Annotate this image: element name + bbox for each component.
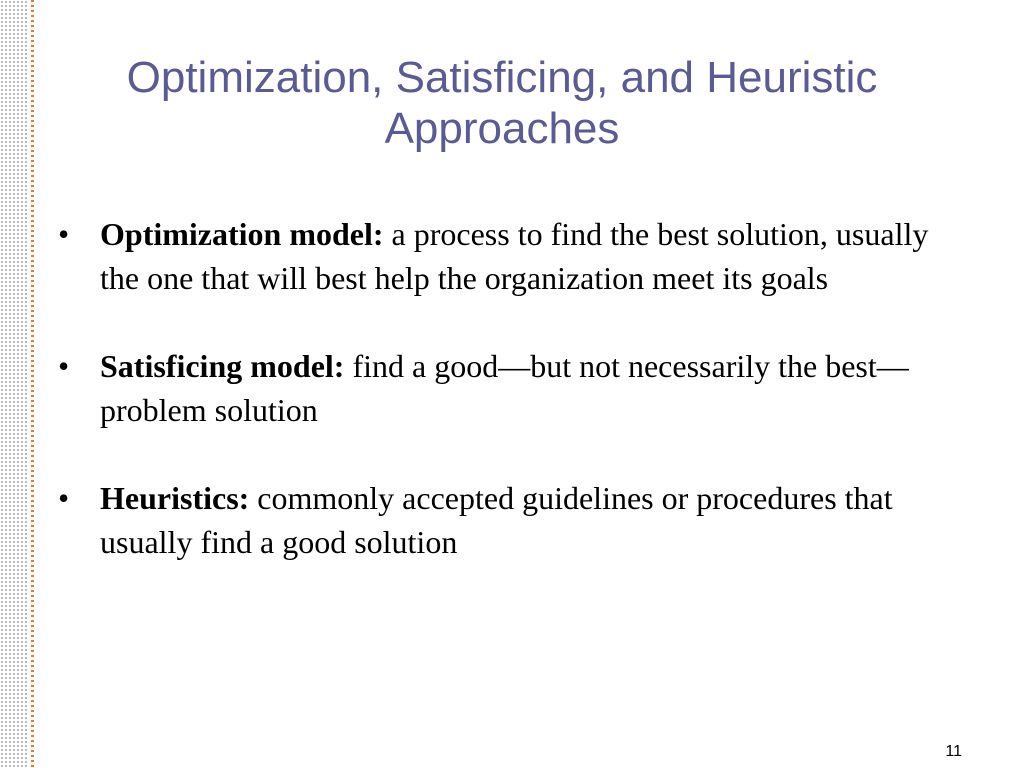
bullet-term: Heuristics: (100, 480, 258, 516)
bullet-dot-icon: • (58, 348, 70, 384)
bullet-text: commonly accepted guidelines or procedures that usually find a good solution (100, 480, 893, 560)
bullet-text: a process to find the best solution, usually the one that will best help the organization meet its goals (100, 216, 929, 296)
slide-page-number: 11 (945, 743, 962, 760)
bullet-item-satisficing (58, 344, 958, 432)
bullet-list (58, 212, 958, 608)
bullet-text: find a good—but not necessarily the best—problem solution (100, 348, 909, 428)
dot-pattern-decoration (0, 0, 28, 768)
bullet-item-heuristics (58, 476, 958, 564)
orange-dashed-line-decoration (31, 0, 34, 768)
bullet-term: Optimization model: (100, 216, 392, 252)
bullet-item-optimization (58, 212, 958, 300)
bullet-dot-icon: • (58, 480, 70, 516)
slide-title: Optimization, Satisficing, and Heuristic Approaches (126, 53, 878, 153)
bullet-dot-icon: • (58, 216, 70, 252)
bullet-term: Satisficing model: (100, 348, 353, 384)
